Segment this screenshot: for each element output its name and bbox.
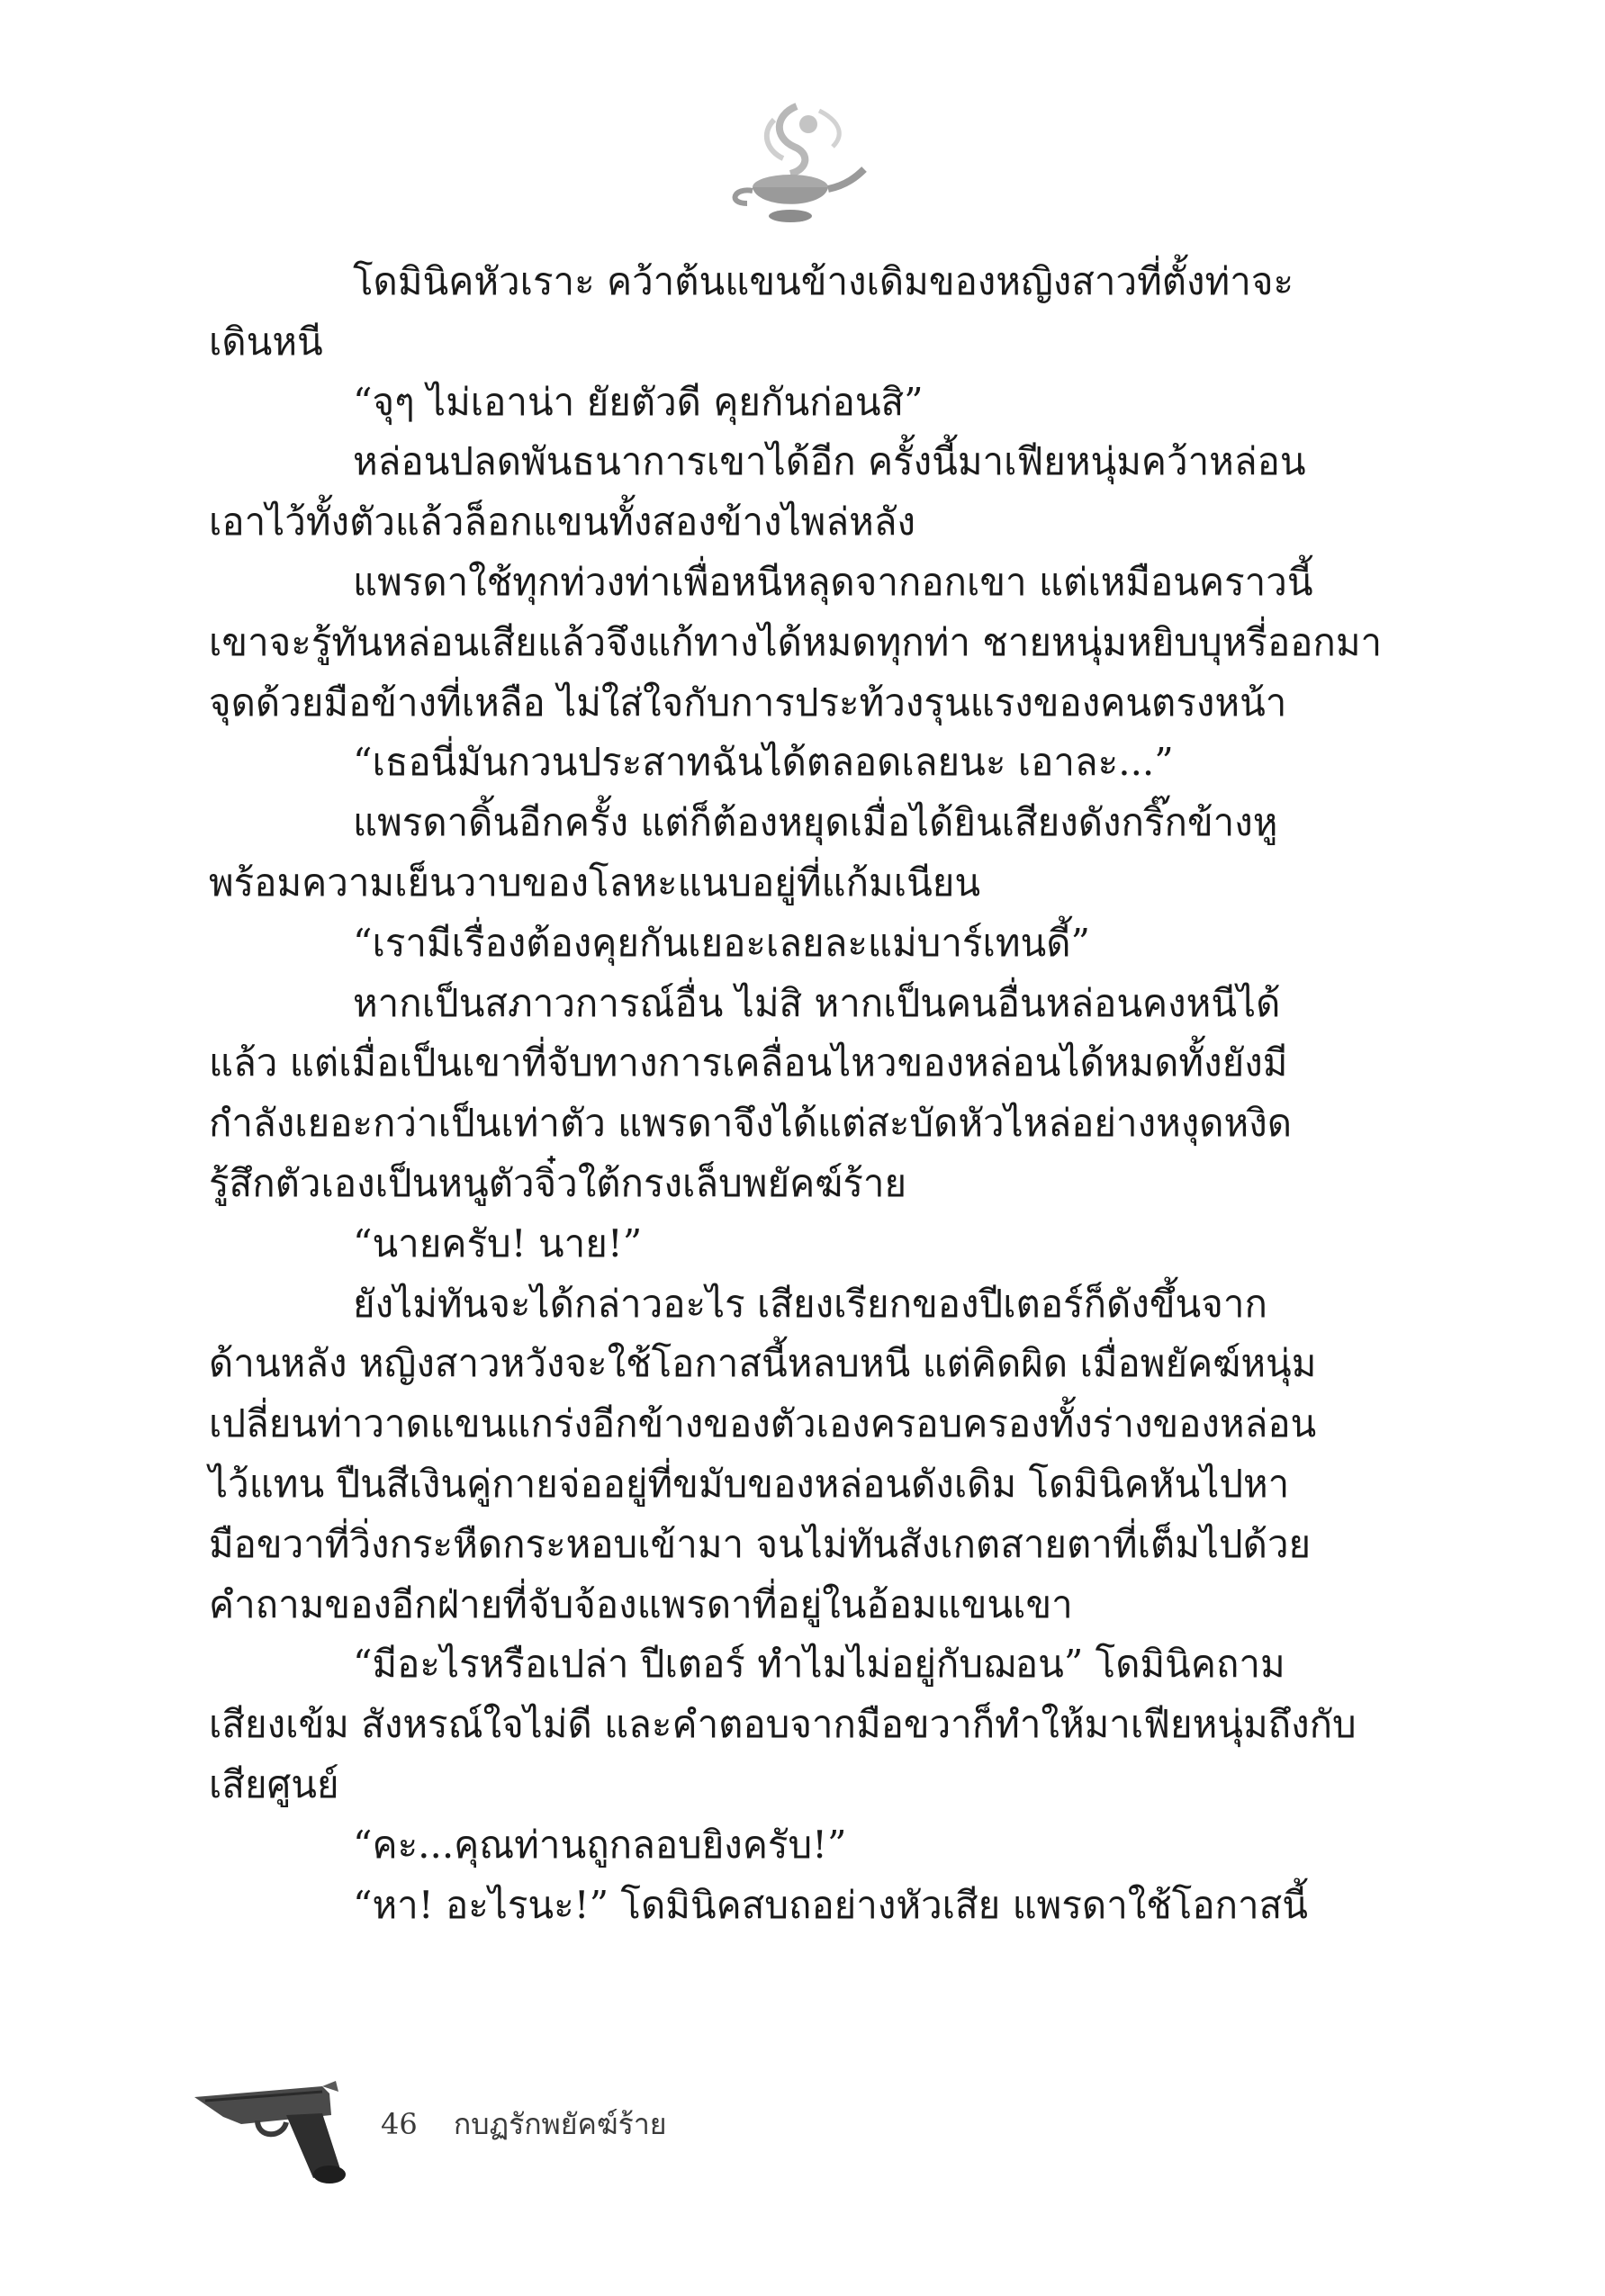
text-line: “หา! อะไรนะ!” โดมินิคสบถอย่างหัวเสีย แพรดาใช้โอกาสนี้: [353, 1882, 1308, 1927]
page-number: 46: [381, 2107, 418, 2141]
text-line: โดมินิคหัวเราะ คว้าต้นแขนข้างเดิมของหญิงสาวที่ตั้งท่าจะ: [353, 259, 1294, 303]
text-line: เขาจะรู้ทันหล่อนเสียแล้วจึงแก้ทางได้หมดทุกท่า ชายหนุ่มหยิบบุหรี่ออกมา: [209, 619, 1383, 664]
text-line: เสียงเข้ม สังหรณ์ใจไม่ดี และคำตอบจากมือขวาก็ทำให้มาเฟียหนุ่มถึงกับ: [209, 1702, 1357, 1747]
text-line: จุดด้วยมือข้างที่เหลือ ไม่ใส่ใจกับการประท้วงรุนแรงของคนตรงหน้า: [209, 680, 1287, 725]
text-line: “จุๆ ไม่เอาน่า ยัยตัวดี คุยกันก่อนสิ”: [353, 379, 924, 424]
text-line: แพรดาใช้ทุกท่วงท่าเพื่อหนีหลุดจากอกเขา แต่เหมือนคราวนี้: [353, 559, 1313, 604]
text-line: ยังไม่ทันจะได้กล่าวอะไร เสียงเรียกของปีเตอร์ก็ดังขึ้นจาก: [353, 1281, 1267, 1326]
page-footer: [381, 2102, 667, 2147]
text-line: มือขวาที่วิ่งกระหืดกระหอบเข้ามา จนไม่ทันสังเกตสายตาที่เต็มไปด้วย: [209, 1521, 1312, 1566]
text-line: หล่อนปลดพันธนาการเขาได้อีก ครั้งนี้มาเฟียหนุ่มคว้าหล่อน: [353, 439, 1306, 484]
text-line: หากเป็นสภาวการณ์อื่น ไม่สิ หากเป็นคนอื่นหล่อนคงหนีได้: [353, 980, 1281, 1025]
text-line: ด้านหลัง หญิงสาวหวังจะใช้โอกาสนี้หลบหนี แต่คิดผิด เมื่อพยัคฆ์หนุ่ม: [209, 1341, 1317, 1386]
book-title: กบฏรักพยัคฆ์ร้าย: [453, 2107, 667, 2141]
text-line: พร้อมความเย็นวาบของโลหะแนบอยู่ที่แก้มเนียน: [209, 860, 981, 905]
text-line: ไว้แทน ปืนสีเงินคู่กายจ่ออยู่ที่ขมับของหล่อนดังเดิม โดมินิคหันไปหา: [209, 1461, 1290, 1506]
body-text: [209, 252, 1383, 1935]
text-line: “เธอนี่มันกวนประสาทฉันได้ตลอดเลยนะ เอาละ...”: [353, 740, 1174, 785]
text-line: แพรดาดิ้นอีกครั้ง แต่ก็ต้องหยุดเมื่อได้ยินเสียงดังกริ๊กข้างหู: [353, 800, 1278, 845]
text-line: “นายครับ! นาย!”: [353, 1220, 643, 1265]
text-line: แล้ว แต่เมื่อเป็นเขาที่จับทางการเคลื่อนไหวของหล่อนได้หมดทั้งยังมี: [209, 1040, 1288, 1085]
text-line: รู้สึกตัวเองเป็นหนูตัวจิ๋วใต้กรงเล็บพยัคฆ์ร้าย: [209, 1160, 907, 1205]
text-line: คำถามของอีกฝ่ายที่จับจ้องแพรดาที่อยู่ในอ้อมแขนเขา: [209, 1581, 1073, 1626]
text-line: เสียศูนย์: [209, 1761, 339, 1806]
text-line: เอาไว้ทั้งตัวแล้วล็อกแขนทั้งสองข้างไพล่หลัง: [209, 500, 916, 545]
text-line: “มีอะไรหรือเปล่า ปีเตอร์ ทำไมไม่อยู่กับฌอน” โดมินิคถาม: [353, 1642, 1285, 1687]
text-line: เดินหนี: [209, 319, 323, 364]
text-line: เปลี่ยนท่าวาดแขนแกร่งอีกข้างของตัวเองครอบครองทั้งร่างของหล่อน: [209, 1401, 1317, 1446]
text-line: “คะ...คุณท่านถูกลอบยิงครับ!”: [353, 1822, 847, 1867]
pistol-icon: [187, 2061, 358, 2196]
text-line: “เรามีเรื่องต้องคุยกันเยอะเลยละแม่บาร์เทนดี้”: [353, 920, 1090, 965]
genie-lamp-icon: [711, 97, 869, 232]
text-line: กำลังเยอะกว่าเป็นเท่าตัว แพรดาจึงได้แต่สะบัดหัวไหล่อย่างหงุดหงิด: [209, 1101, 1293, 1146]
